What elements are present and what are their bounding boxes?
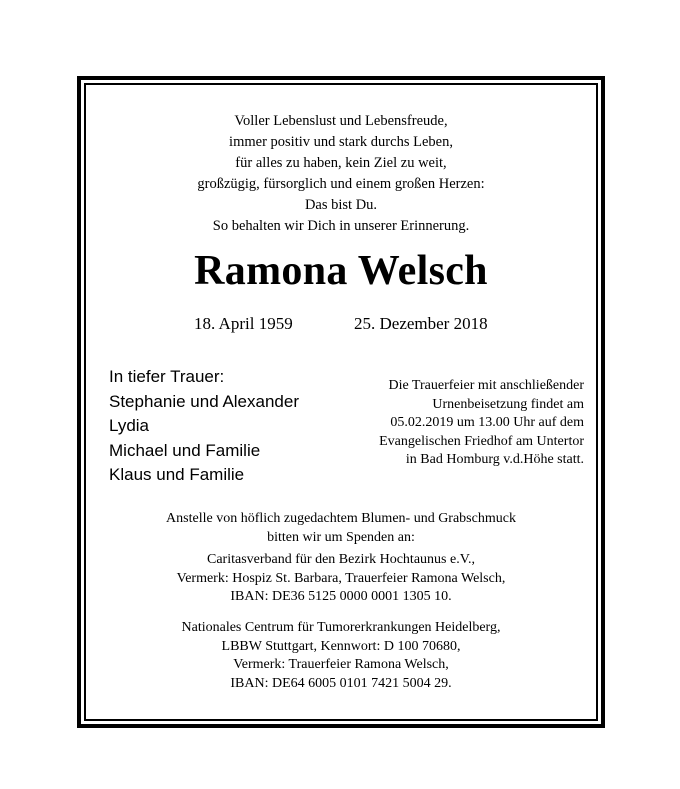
donation-line: bitten wir um Spenden an:	[267, 529, 415, 545]
donation-caritas	[90, 551, 592, 607]
obituary-notice	[90, 89, 592, 715]
mourners-heading: In tiefer Trauer:	[109, 367, 225, 386]
birth-date: 18. April 1959	[194, 314, 293, 333]
donation-line: Nationales Centrum für Tumorerkrankungen Heidelberg,	[181, 620, 501, 635]
poem-line: großzügig, fürsorglich und einem großen Herzen:	[197, 176, 485, 192]
poem-line: So behalten wir Dich in unserer Erinnerung.	[212, 218, 470, 234]
poem-line: für alles zu haben, kein Ziel zu weit,	[235, 155, 447, 171]
donation-nct	[90, 619, 592, 693]
death-date: 25. Dezember 2018	[354, 314, 488, 333]
deceased-name: Ramona Welsch	[194, 248, 488, 294]
donation-line: IBAN: DE36 5125 0000 0001 1305 10.	[230, 589, 452, 604]
poem-line: Das bist Du.	[304, 197, 378, 213]
funeral-line: Die Trauerfeier mit anschließender	[388, 378, 584, 393]
memorial-poem	[90, 111, 592, 237]
donation-line: Vermerk: Trauerfeier Ramona Welsch,	[233, 657, 449, 672]
funeral-line: 05.02.2019 um 13.00 Uhr auf dem	[390, 415, 584, 430]
donation-line: Caritasverband für den Bezirk Hochtaunus e.V.,	[207, 552, 475, 567]
donation-line: LBBW Stuttgart, Kennwort: D 100 70680,	[221, 638, 461, 654]
mourners-list	[109, 365, 299, 488]
mourner-name: Klaus und Familie	[109, 465, 245, 484]
funeral-line: in Bad Homburg v.d.Höhe statt.	[405, 452, 584, 467]
poem-line: Voller Lebenslust und Lebensfreude,	[234, 113, 448, 129]
funeral-details	[379, 377, 584, 470]
funeral-line: Urnenbeisetzung findet am	[432, 396, 584, 412]
mourner-name: Michael und Familie	[109, 440, 261, 460]
poem-line: immer positiv und stark durchs Leben,	[229, 134, 453, 150]
donation-request	[90, 510, 592, 547]
donation-line: Vermerk: Hospiz St. Barbara, Trauerfeier Ramona Welsch,	[176, 570, 506, 586]
donation-line: IBAN: DE64 6005 0101 7421 5004 29.	[230, 675, 452, 691]
mourner-name: Stephanie und Alexander	[109, 391, 299, 411]
funeral-line: Evangelischen Friedhof am Untertor	[379, 433, 584, 449]
mourner-name: Lydia	[109, 416, 150, 435]
donation-line: Anstelle von höflich zugedachtem Blumen- und Grabschmuck	[166, 511, 516, 526]
